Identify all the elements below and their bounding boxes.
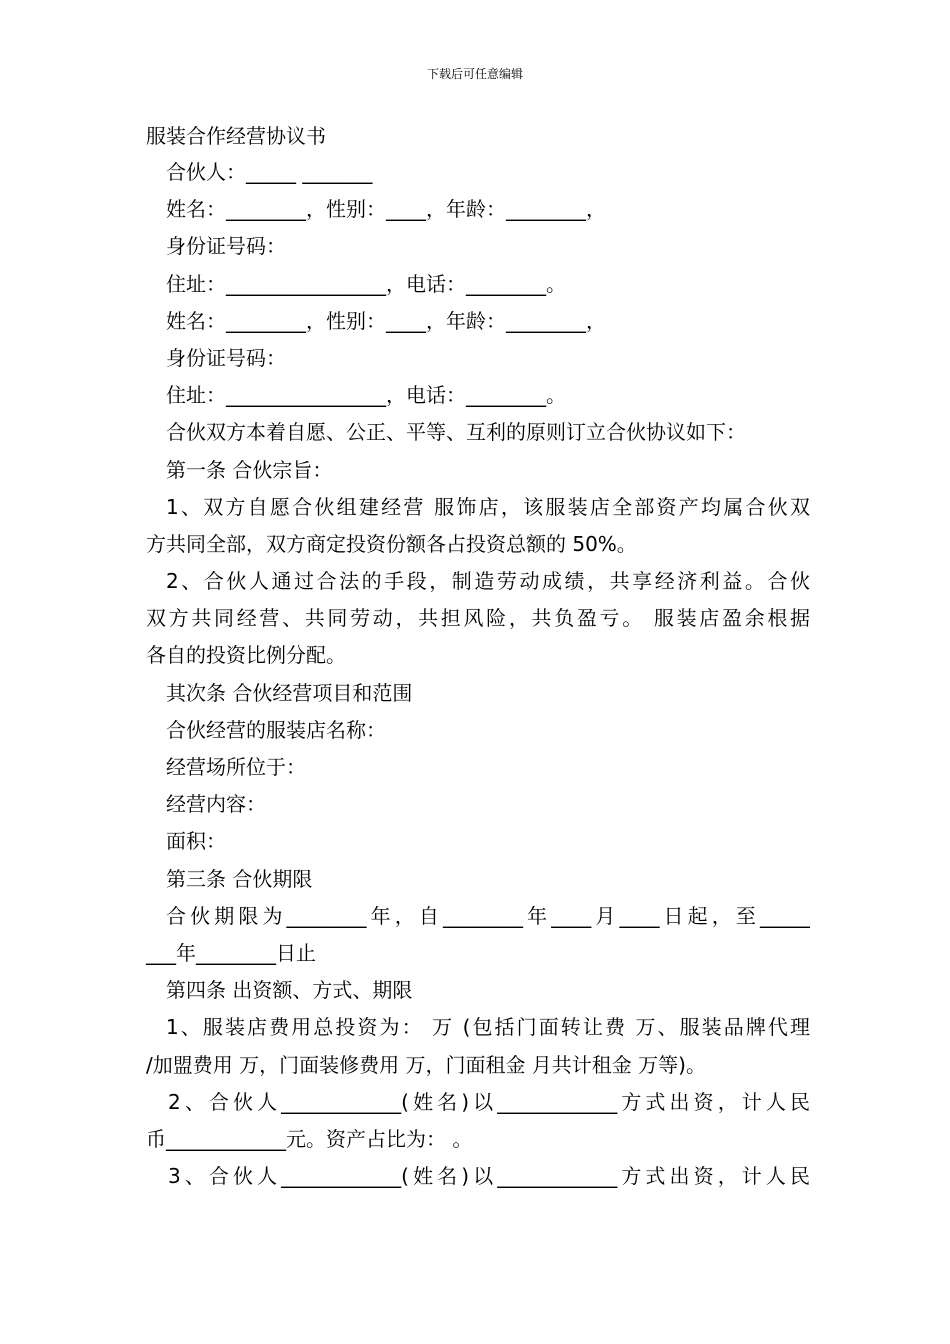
document-line: 双方共同经营、共同劳动，共担风险，共负盈亏。 服装店盈余根据: [146, 606, 810, 631]
document-line: 1、双方自愿合伙组建经营 服饰店，该服装店全部资产均属合伙双: [166, 494, 810, 519]
document-line: 3、合伙人____________(姓名)以____________方式出资，计人民: [168, 1164, 810, 1189]
document-line: 币____________元。资产占比为： 。: [146, 1126, 473, 1151]
document-line: 姓名：________，性别：____，年龄：________，: [166, 197, 606, 222]
document-line: 经营内容：: [166, 792, 266, 817]
document-line: 面积：: [166, 829, 226, 854]
document-line: 住址：________________，电话：________。: [166, 271, 566, 296]
document-line: 合伙经营的服装店名称：: [166, 717, 386, 742]
document-line: ___年________日止: [146, 940, 316, 965]
document-line: 2、合伙人____________(姓名)以____________方式出资，计人民: [168, 1089, 810, 1114]
document-line: 住址：________________，电话：________。: [166, 383, 566, 408]
document-line: 各自的投资比例分配。: [146, 643, 346, 668]
document-line: /加盟费用 万，门面装修费用 万，门面租金 月共计租金 万等)。: [146, 1052, 706, 1077]
document-line: 身份证号码：: [166, 234, 286, 259]
page-header: 下载后可任意编辑: [426, 67, 523, 81]
document-line: 2、合伙人通过合法的手段，制造劳动成绩，共享经济利益。合伙: [166, 569, 810, 594]
document-line: 合伙双方本着自愿、公正、平等、互利的原则订立合伙协议如下：: [166, 420, 746, 445]
document-line: 姓名：________，性别：____，年龄：________，: [166, 308, 606, 333]
document-line: 其次条 合伙经营项目和范围: [166, 680, 413, 705]
document-line: 第三条 合伙期限: [166, 866, 313, 891]
document-line: 方共同全部，双方商定投资份额各占投资总额的 50%。: [146, 531, 637, 556]
document-line: 身份证号码：: [166, 345, 286, 370]
document-line: 第一条 合伙宗旨：: [166, 457, 333, 482]
document-body: [146, 118, 810, 1195]
document-line: 合伙期限为________年，自________年____月____日起，至_____: [166, 903, 810, 928]
document-lines: [146, 154, 810, 1195]
document-line: 1、服装店费用总投资为： 万 (包括门面转让费 万、服装品牌代理: [166, 1015, 810, 1040]
document-title: 服装合作经营协议书: [146, 124, 326, 148]
document-line: 第四条 出资额、方式、期限: [166, 978, 413, 1003]
document-line: 经营场所位于：: [166, 755, 306, 779]
document-line: 合伙人：_____ _______: [166, 160, 373, 184]
